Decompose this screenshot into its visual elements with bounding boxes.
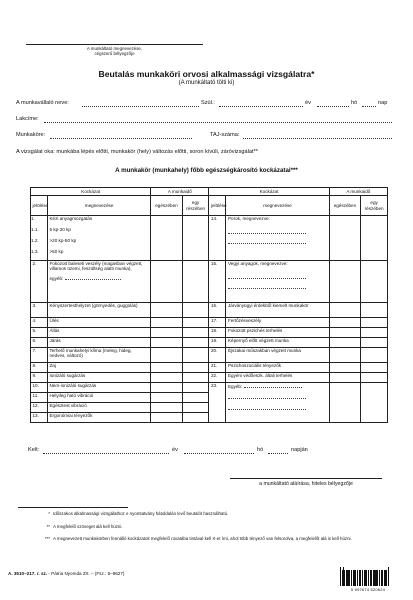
row-name: Járás	[47, 338, 150, 348]
checkbox-cell[interactable]	[151, 363, 183, 373]
checkbox-cell[interactable]	[329, 363, 361, 373]
checkbox-cell[interactable]	[182, 363, 209, 373]
footnote-text: A megnevezett munkakörben fennálló kockázatok megfelelő rovatába tintával kell X-et írni, ahol több tényező van felsorolva, a megfelelőt alá is kell húzni.	[53, 536, 352, 541]
row-code: 17.	[209, 318, 226, 328]
checkbox-cell[interactable]	[361, 328, 388, 338]
row-name: Pszichoszociális tényezők	[226, 363, 329, 373]
row-code: 11.	[31, 393, 48, 403]
code-header: jelölése	[31, 196, 48, 216]
part-header: egy részében	[361, 196, 388, 216]
row-code: 13.	[31, 413, 48, 423]
barcode	[340, 566, 390, 586]
row-code: 7.	[31, 348, 48, 363]
kelt-place-field[interactable]	[43, 448, 169, 454]
row-code: 4.	[31, 318, 48, 328]
row-name: Állás	[47, 328, 150, 338]
barcode-bar	[388, 567, 389, 586]
other-risk-field[interactable]	[244, 383, 302, 388]
checkbox-cell[interactable]	[151, 303, 183, 318]
row-name	[226, 383, 329, 423]
checkbox-cell[interactable]	[182, 403, 209, 413]
row-name: Kézi anyagmozgatás	[49, 216, 93, 221]
row-name: >50 kp	[49, 249, 64, 254]
checkbox-cell[interactable]	[361, 216, 388, 261]
checkbox-cell[interactable]	[361, 303, 388, 318]
other-label: egyéb:	[49, 276, 64, 282]
risk-header-right: Kockázat	[209, 188, 329, 196]
form-code-number: A. 3510–217. r. sz.	[8, 571, 48, 576]
checkbox-cell[interactable]	[151, 216, 183, 261]
checkbox-cell[interactable]	[329, 216, 361, 261]
kelt-label: Kelt:	[28, 447, 40, 453]
taj-field[interactable]	[243, 133, 392, 139]
row-label: Egyéb:	[227, 384, 243, 389]
employer-stamp-label: A munkáltató megnevezése, cégszerű bélyegzője	[86, 46, 143, 57]
kelt-month-label: hó	[257, 447, 264, 453]
birth-label: Szül.:	[201, 100, 215, 106]
checkbox-cell[interactable]	[151, 338, 183, 348]
row-name: Ülés	[47, 318, 150, 328]
footnote-mark: *	[48, 511, 50, 516]
row-code: 10.	[31, 383, 48, 393]
row-code: 22.	[209, 373, 226, 383]
checkbox-cell[interactable]	[182, 373, 209, 383]
row-code: 6.	[31, 338, 48, 348]
checkbox-cell[interactable]	[182, 383, 209, 393]
checkbox-cell[interactable]	[361, 348, 388, 363]
row-code: 16.	[209, 303, 226, 318]
row-code: 20.	[209, 348, 226, 363]
row-code: 1.3.	[31, 249, 39, 254]
row-name: Járványügyi érdekből kiemelt munkakör	[226, 303, 329, 318]
checkbox-cell[interactable]	[182, 318, 209, 328]
name-header: megnevezése	[226, 196, 329, 216]
checkbox-cell[interactable]	[329, 348, 361, 363]
signature-line	[230, 478, 382, 479]
row-name: Ionizáló sugárzás	[47, 373, 150, 383]
checkbox-cell[interactable]	[151, 318, 183, 328]
birth-day-label: nap	[378, 100, 388, 106]
dust-field[interactable]	[228, 229, 306, 234]
checkbox-cell[interactable]	[361, 261, 388, 303]
checkbox-cell[interactable]	[151, 261, 183, 303]
row-label: Vegyi anyagok, megnevezve:	[227, 261, 288, 266]
risk-table-title: A munkakör (munkahely) főbb egészségkárosító kockázatai***	[115, 167, 298, 174]
row-label: Porok, megnevezve:	[227, 216, 270, 221]
checkbox-cell[interactable]	[182, 348, 209, 363]
birth-day-field[interactable]	[362, 101, 376, 107]
job-field[interactable]	[50, 133, 192, 139]
whole-header: egészében	[151, 196, 183, 216]
checkbox-cell[interactable]	[182, 261, 209, 303]
footnote-text: A megfelelő szöveget alá kell húzni.	[53, 524, 123, 529]
row-name: Egyéni védőeszk. általi terhelés	[226, 373, 329, 383]
row-name: Ergonómiai tényezők	[47, 413, 150, 423]
footnote-mark: ***	[44, 536, 50, 541]
checkbox-cell[interactable]	[182, 216, 209, 261]
worker-header-left: A munkaidő	[151, 188, 209, 196]
name-header: megnevezése	[47, 196, 150, 216]
footnote-divider	[18, 507, 128, 508]
row-code: 1.1.	[31, 227, 39, 232]
row-code: 15.	[209, 261, 226, 303]
exam-type-text: A vizsgálat oka: munkába lépés előtti, munkakör (hely) változás előtti, soron kívüli, záróvizsgálat**	[16, 149, 258, 155]
kelt-month-field[interactable]	[184, 448, 254, 454]
birth-month-label: hó	[351, 100, 358, 106]
kelt-year-label: év	[172, 447, 178, 453]
checkbox-cell[interactable]	[151, 383, 183, 393]
checkbox-cell[interactable]	[361, 338, 388, 348]
checkbox-cell[interactable]	[329, 373, 361, 383]
form-title: Beutalás munkaköri orvosi alkalmassági vizsgálatra*	[98, 69, 315, 79]
table-cell	[47, 216, 150, 261]
row-name: Egésztest vibráció	[47, 403, 150, 413]
checkbox-cell[interactable]	[182, 338, 209, 348]
row-name	[226, 261, 329, 303]
barcode-number: 5 997674 520624	[350, 587, 386, 592]
other-field[interactable]	[65, 275, 121, 280]
signature-caption: a munkáltató aláírása, hiteles bélyegzője	[259, 481, 353, 487]
other-risk-field[interactable]	[228, 405, 306, 410]
risk-header-left: Kockázat	[31, 188, 151, 196]
row-code: 8.	[31, 363, 48, 373]
table-cell	[31, 216, 48, 261]
checkbox-cell[interactable]	[151, 373, 183, 383]
birth-year-label: év	[305, 100, 311, 106]
checkbox-cell[interactable]	[182, 328, 209, 338]
kelt-day-field[interactable]	[268, 448, 288, 454]
row-code: 5.	[31, 328, 48, 338]
birth-place-field[interactable]	[219, 101, 303, 107]
row-code: 2.	[31, 261, 48, 303]
row-name: Kényszertesthelyzet (görnyedés, guggolás)	[47, 303, 150, 318]
row-name: Terhelő munkahelyi klíma (meleg, hideg, nedves, változó)	[47, 348, 150, 363]
part-header: egy részében	[182, 196, 209, 216]
code-header: jelölése	[209, 196, 226, 216]
address-label: Lakcíme:	[16, 116, 39, 122]
dust-field[interactable]	[228, 239, 306, 244]
row-name: Képernyő előtt végzett munka	[226, 338, 329, 348]
checkbox-cell[interactable]	[151, 393, 183, 403]
checkbox-cell[interactable]	[182, 393, 209, 403]
checkbox-cell[interactable]	[329, 261, 361, 303]
row-code: 3.	[31, 303, 48, 318]
row-name	[47, 261, 150, 303]
taj-label: TAJ-száma:	[210, 132, 240, 138]
risk-table	[30, 187, 388, 423]
checkbox-cell[interactable]	[329, 383, 361, 423]
employee-name-field[interactable]	[82, 101, 199, 107]
footnote-text: Időszakos alkalmassági vizsgálathoz e nyomtatvány hátoldalán levő beutalót használhatú.	[53, 511, 229, 516]
checkbox-cell[interactable]	[329, 318, 361, 328]
checkbox-cell[interactable]	[329, 328, 361, 338]
footnote-mark: **	[46, 524, 50, 529]
job-label: Munkaköre:	[16, 132, 46, 138]
row-code: 9.	[31, 373, 48, 383]
printer-label: - Pátria Nyomda Zrt. – (Fsz.: 5–9627)	[48, 571, 125, 576]
birth-month-field[interactable]	[317, 101, 349, 107]
checkbox-cell[interactable]	[361, 318, 388, 328]
row-code: 14.	[209, 216, 226, 261]
checkbox-cell[interactable]	[361, 363, 388, 373]
row-name: >20 kp-50 kp	[49, 238, 77, 243]
row-name: Nem-ionizáló sugárzás	[47, 383, 150, 393]
row-name: Helyileg ható vibráció	[47, 393, 150, 403]
worker-header-right: A munkaidő	[329, 188, 387, 196]
row-code: 23.	[209, 383, 226, 423]
row-name	[226, 216, 329, 261]
checkbox-cell[interactable]	[182, 303, 209, 318]
employer-stamp-line	[26, 44, 203, 45]
row-name: 5 kp-20 kp	[49, 227, 71, 232]
checkbox-cell[interactable]	[151, 328, 183, 338]
checkbox-cell[interactable]	[151, 403, 183, 413]
checkbox-cell[interactable]	[329, 338, 361, 348]
row-code: 19.	[209, 338, 226, 348]
other-line	[49, 275, 148, 281]
form-subtitle: (A munkáltató tölti ki)	[178, 80, 235, 86]
chemicals-field[interactable]	[228, 274, 306, 279]
row-code: 12.	[31, 403, 48, 413]
checkbox-cell[interactable]	[329, 303, 361, 318]
row-code: 1.2.	[31, 238, 39, 243]
whole-header: egészében	[329, 196, 361, 216]
other-risk-field[interactable]	[228, 394, 306, 399]
row-code: 21.	[209, 363, 226, 373]
row-code: 18.	[209, 328, 226, 338]
row-code: 1.	[31, 216, 35, 221]
checkbox-cell[interactable]	[361, 373, 388, 383]
checkbox-cell[interactable]	[361, 383, 388, 423]
chemicals-field[interactable]	[228, 284, 306, 289]
employee-name-label: A munkavállaló neve:	[16, 100, 69, 106]
checkbox-cell[interactable]	[182, 413, 209, 423]
row-name: Éjszakai műszakban végzett munka	[226, 348, 329, 363]
form-code	[8, 571, 124, 576]
row-name: Fertőzésveszély	[226, 318, 329, 328]
kelt-day-label: napján	[291, 447, 308, 453]
checkbox-cell[interactable]	[151, 413, 183, 423]
row-name: Fokozott pszichés terhelés	[226, 328, 329, 338]
checkbox-cell[interactable]	[151, 348, 183, 363]
row-name: Zaj	[47, 363, 150, 373]
row-label: Fokozott baleseti veszély (magasban végzett, villamos üzemi, feszültség alatti munka),	[49, 261, 143, 272]
address-field[interactable]	[44, 117, 392, 123]
